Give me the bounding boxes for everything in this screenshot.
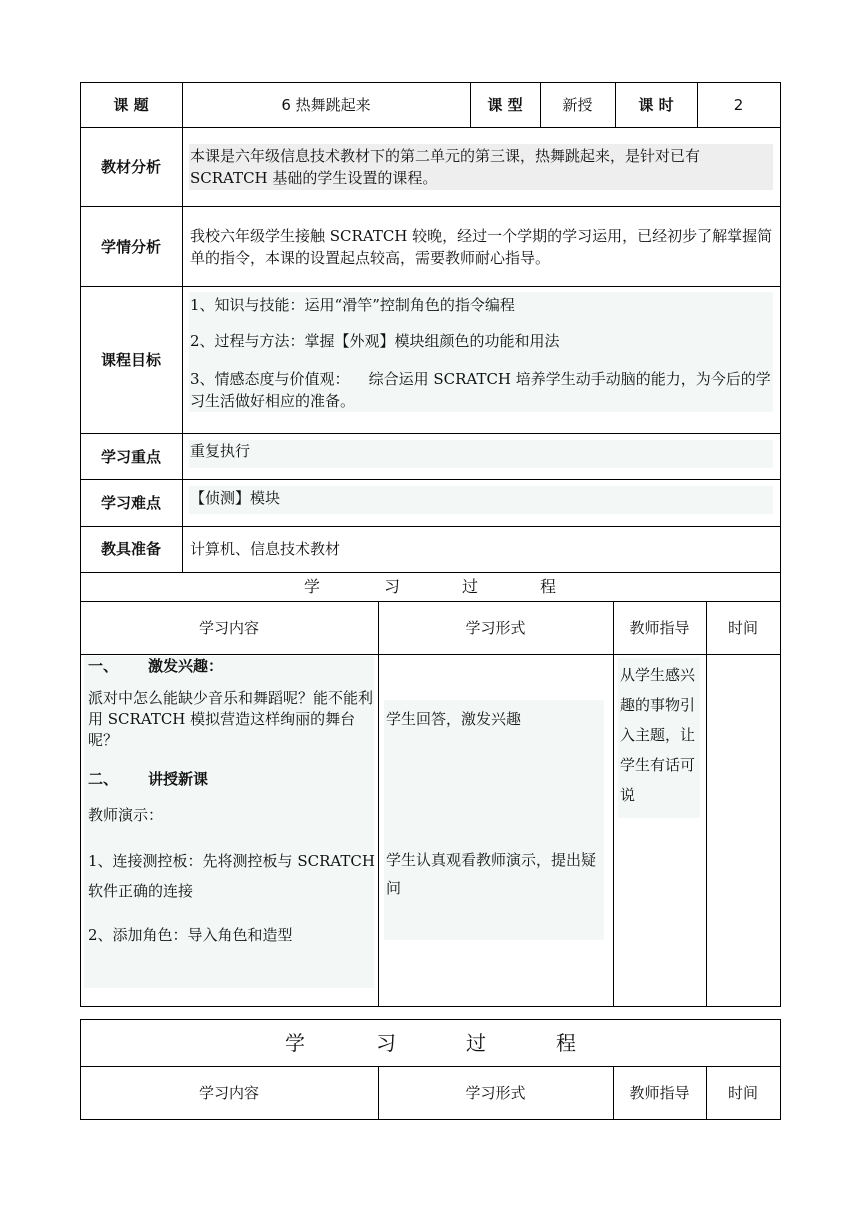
difficulty-label: 学习难点 bbox=[100, 494, 161, 512]
goals-label: 课程目标 bbox=[100, 351, 161, 369]
col-time-header: 时间 bbox=[727, 619, 758, 637]
material-text: 本课是六年级信息技术教材下的第二单元的第三课，热舞跳起来，是针对已有SCRATCH 基础的学生设置的课程。 bbox=[190, 147, 701, 187]
topic-label: 课 题 bbox=[113, 96, 149, 114]
section1-text: 派对中怎么能缺少音乐和舞蹈呢？能不能利用 SCRATCH 模拟营造这样绚丽的舞台呢？ bbox=[88, 689, 374, 749]
step2-text: 2、添加角色：导入角色和造型 bbox=[88, 926, 293, 944]
col-content-header: 学习内容 bbox=[198, 619, 259, 637]
goal-3: 3、情感态度与价值观： 综合运用 SCRATCH 培养学生动手动脑的能力，为今后的学习生活做好相应的准备。 bbox=[190, 370, 771, 410]
process2-title-char-2: 习 bbox=[376, 1031, 396, 1055]
hours-value: 2 bbox=[733, 96, 744, 114]
material-label: 教材分析 bbox=[100, 158, 161, 176]
step1-text: 1、连接测控板：先将测控板与 SCRATCH 软件正确的连接 bbox=[88, 852, 375, 900]
teacher-text-1: 从学生感兴趣的事物引入主题，让学生有话可说 bbox=[620, 666, 696, 804]
section1-num: 一、 bbox=[88, 657, 119, 675]
section2-num: 二、 bbox=[88, 770, 119, 788]
focus-text: 重复执行 bbox=[190, 442, 251, 460]
col-form-header: 学习形式 bbox=[465, 619, 526, 637]
col-teacher-header: 教师指导 bbox=[629, 619, 690, 637]
prep-label: 教具准备 bbox=[100, 540, 161, 558]
focus-label: 学习重点 bbox=[100, 448, 161, 466]
process-title-char-2: 习 bbox=[384, 577, 401, 596]
process-title-char-3: 过 bbox=[462, 577, 479, 596]
process2-title-char-3: 过 bbox=[466, 1031, 486, 1055]
learner-label: 学情分析 bbox=[100, 238, 161, 256]
topic-value: 6 热舞跳起来 bbox=[281, 96, 371, 114]
difficulty-text: 【侦测】模块 bbox=[190, 489, 281, 507]
section1-title: 激发兴趣： bbox=[148, 657, 224, 675]
process2-title-char-1: 学 bbox=[285, 1031, 305, 1055]
prep-text: 计算机、信息技术教材 bbox=[190, 540, 341, 558]
col2-content-header: 学习内容 bbox=[198, 1084, 259, 1102]
form-text-1: 学生回答，激发兴趣 bbox=[386, 710, 522, 728]
form-text-2: 学生认真观看教师演示，提出疑问 bbox=[386, 851, 597, 897]
type-value: 新授 bbox=[562, 96, 593, 114]
process-title-char-1: 学 bbox=[304, 577, 321, 596]
goal-2: 2、过程与方法：掌握【外观】模块组颜色的功能和用法 bbox=[190, 332, 560, 350]
hours-label: 课 时 bbox=[638, 96, 674, 114]
col2-teacher-header: 教师指导 bbox=[629, 1084, 690, 1102]
demo-text: 教师演示： bbox=[88, 806, 164, 824]
type-label: 课 型 bbox=[487, 96, 523, 114]
col2-time-header: 时间 bbox=[727, 1084, 758, 1102]
col2-form-header: 学习形式 bbox=[465, 1084, 526, 1102]
process-title-char-4: 程 bbox=[540, 577, 557, 596]
section2-title: 讲授新课 bbox=[148, 770, 209, 788]
process2-title-char-4: 程 bbox=[556, 1031, 576, 1055]
form-shade bbox=[384, 700, 604, 940]
goal-1: 1、知识与技能：运用“滑竿”控制角色的指令编程 bbox=[190, 296, 515, 314]
learner-text: 我校六年级学生接触 SCRATCH 较晚，经过一个学期的学习运用，已经初步了解掌握简单的指令，本课的设置起点较高，需要教师耐心指导。 bbox=[190, 227, 773, 267]
